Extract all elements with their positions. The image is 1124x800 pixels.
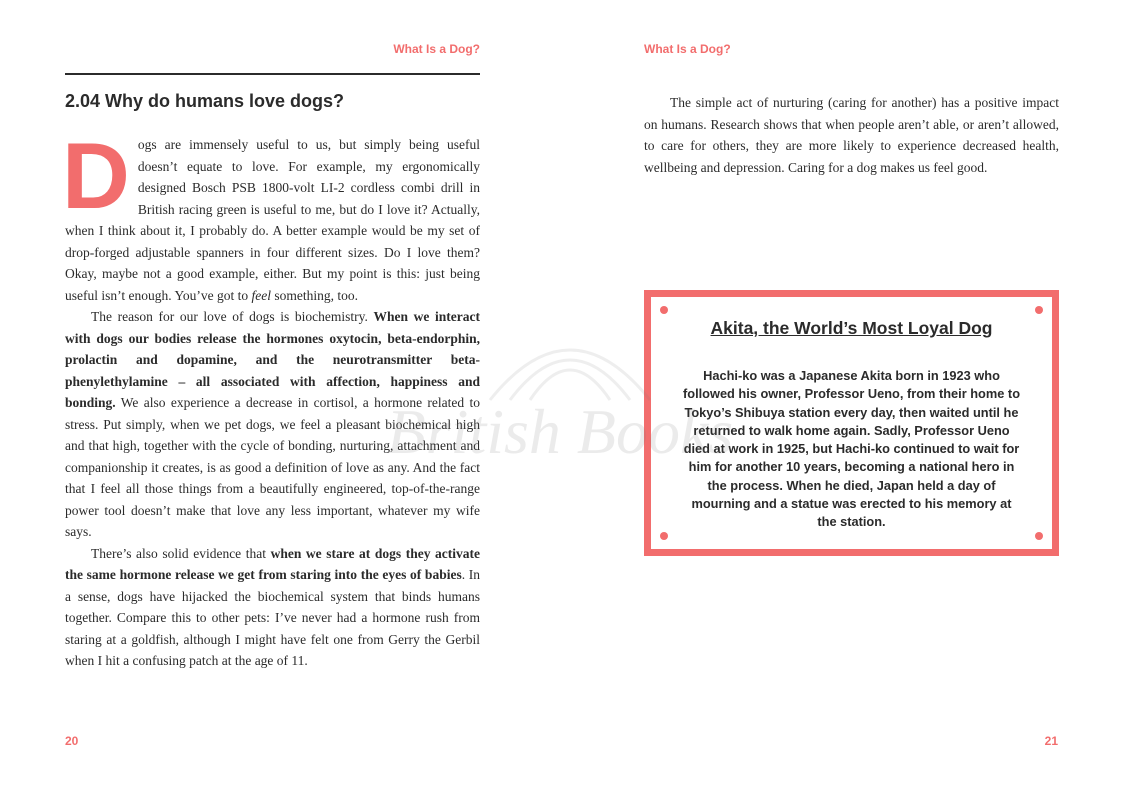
corner-dot-icon: [1035, 306, 1043, 314]
page-number-right: 21: [1044, 734, 1058, 748]
paragraph-3-start: There’s also solid evidence that: [91, 545, 271, 561]
box-text: Hachi-ko was a Japanese Akita born in 1923 who followed his owner, Professor Ueno, from their home to Tokyo’s Shibuya station every day, then waited until he returned to walk home again. Sadly, Professor Ueno died at work in 1925, but Hachi-ko continued to wait for him for another 10 years, becoming a national hero in the process. When he died, Japan held a day of mourning and a statue was erected to his memory at the station.: [682, 368, 1021, 530]
paragraph-3-end: . In a sense, dogs have hijacked the biochemical system that binds humans together. Compare this to other pets: I’ve never had a hormone rush from staring at a goldfish, although I might have felt one from Gerry the Gerbil when I hit a confusing patch at the age of 11.: [65, 567, 480, 668]
running-head-right: What Is a Dog?: [644, 42, 731, 56]
right-body-text: [644, 92, 1059, 178]
paragraph-2-end: We also experience a decrease in cortisol, a hormone related to stress. Put simply, when we pet dogs, we feel a pleasant biochemical high and that high, together with the cycle of bonding, nurturing, attachment and companionship it creates, is as good a definition of love as any. And the fact that I feel all those things from a beautifully engineered, top-of-the-range power tool doesn’t make that love any less important, whatever my wife says.: [65, 395, 480, 539]
paragraph-2-start: The reason for our love of dogs is biochemistry.: [91, 309, 374, 324]
paragraph-3: [65, 543, 480, 672]
drop-cap: D: [62, 123, 130, 228]
body-text: [62, 123, 480, 672]
paragraph-1-text: ogs are immensely useful to us, but simply being useful doesn’t equate to love. For example, my ergonomically designed Bosch PSB 1800-volt LI-2 cordless combi drill in British racing green is useful to me, but do I love it? Actually, when I think about it, I probably do. A better example would be my set of drop-forged adjustable spanners in four different sizes. Do I love them? Okay, maybe not a good example, either. But my point is this: just being useful isn’t enough. You’ve got to: [65, 137, 480, 303]
section-title: 2.04 Why do humans love dogs?: [65, 91, 345, 111]
running-head-left: What Is a Dog?: [393, 42, 480, 56]
corner-dot-icon: [1035, 532, 1043, 540]
right-paragraph: The simple act of nurturing (caring for another) has a positive impact on humans. Research shows that when people aren’t able, or aren’t allowed, to care for others, they are more likely to experience decreased health, wellbeing and depression. Caring for a dog makes us feel good.: [644, 95, 1059, 175]
watermark: British Books: [386, 396, 734, 467]
page-number-left: 20: [65, 734, 79, 748]
corner-dot-icon: [660, 532, 668, 540]
right-page: [562, 0, 1124, 800]
sidebar-box: [644, 290, 1059, 556]
paragraph-1: [62, 123, 480, 306]
title-rule: [65, 73, 480, 75]
box-title: Akita, the World’s Most Loyal Dog: [710, 318, 993, 338]
paragraph-1-end: something, too.: [271, 287, 359, 303]
paragraph-3-bold: when we stare at dogs they activate the same hormone release we get from staring into the eyes of babies: [65, 545, 480, 582]
italic-word: feel: [251, 287, 272, 303]
paragraph-2-bold: When we interact with dogs our bodies release the hormones oxytocin, beta-endorphin, prolactin and dopamine, and the neurotransmitter beta-phenylethylamine – all associated with affection, happiness and bonding.: [65, 309, 480, 410]
corner-dot-icon: [660, 306, 668, 314]
paragraph-2: [65, 306, 480, 543]
